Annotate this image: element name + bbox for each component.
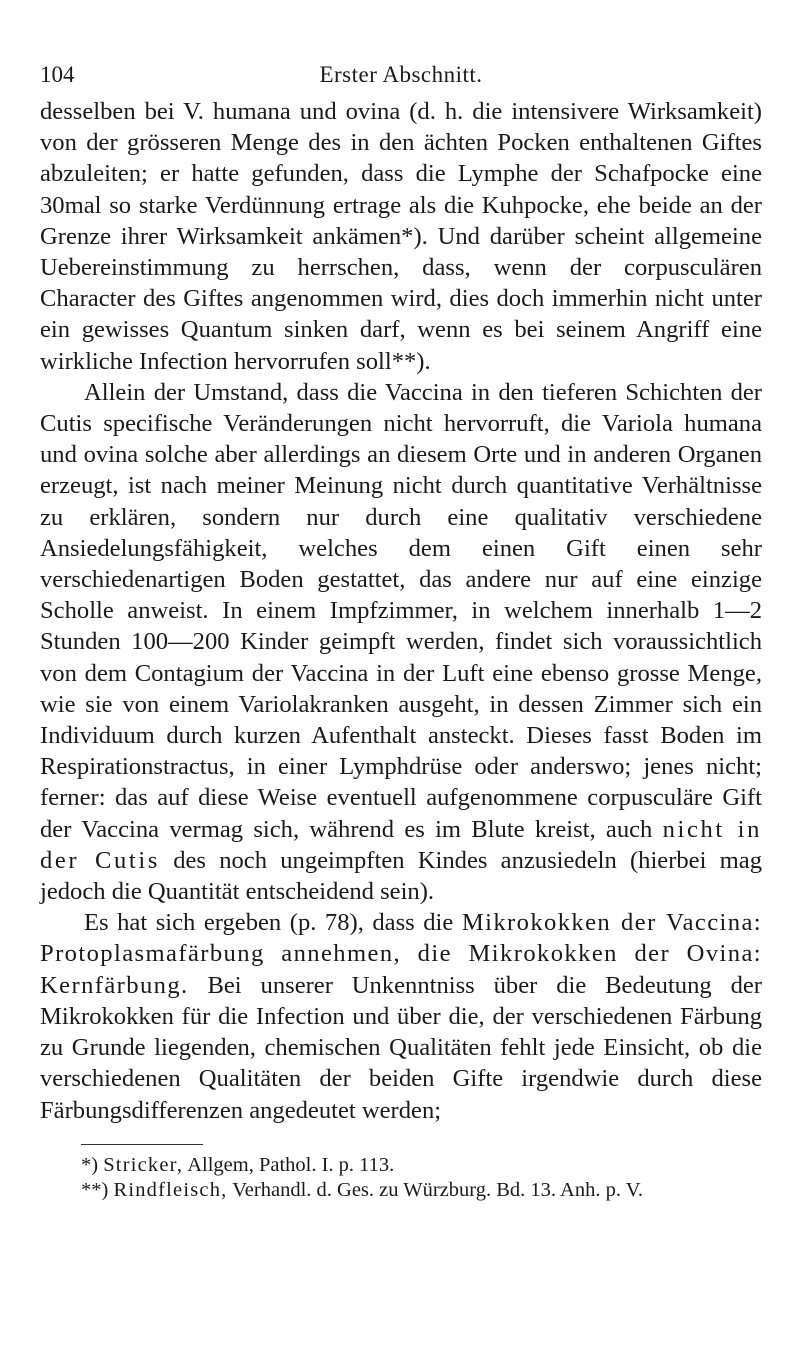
footnote-2-mark: **) [81, 1178, 109, 1201]
paragraph-3 [40, 907, 762, 1125]
paragraph-3-text-a: Es hat sich ergeben (p. 78), dass die [84, 909, 462, 937]
footnote-1-citation: Allgem, Pathol. I. p. 113. [187, 1153, 395, 1176]
paragraph-3-text-b: Bei unserer Unkenntniss über die Bedeutung der Mikrokokken für die Infection und über die, der verschiedenen Färbung zu Grunde liegenden, chemischen Qualitäten fehlt jede Einsicht, ob die verschiedenen Qualitäten der beiden Gifte irgendwie durch diese Färbungsdifferenzen angedeutet werden; [40, 971, 762, 1124]
footnote-2-author: Rindfleisch, [113, 1178, 228, 1201]
footnote-2-citation: Verhandl. d. Ges. zu Würzburg. Bd. 13. Anh. p. V. [232, 1178, 643, 1201]
footnote-divider [81, 1144, 203, 1145]
emphasis-spaced-mikrokokken: Mikrokokken der Vaccina: Protoplasmafärbung annehmen, die Mikrokokken der Ovina: Kernfärbung. [40, 909, 763, 999]
footnote-1-mark: *) [81, 1153, 99, 1176]
paragraph-2-text-a: Allein der Umstand, dass die Vaccina in den tieferen Schichten der Cutis specifische Veränderungen nicht hervorruft, die Variola humana und ovina solche aber allerdings an diesem Orte und in anderen Organen erzeugt, ist nach meiner Meinung nicht durch quantitative Verhältnisse zu erklären, sondern nur durch eine qualitativ verschiedene Ansiedelungsfähigkeit, welches dem einen Gift einen sehr verschiedenartigen Boden gestattet, das andere nur auf eine einzige Scholle anweist. In einem Impfzimmer, in welchem innerhalb 1—2 Stunden 100—200 Kinder geimpft werden, findet sich voraussichtlich von dem Contagium der Vaccina in der Luft eine ebenso grosse Menge, wie sie von einem Variolakranken ausgeht, in dessen Zimmer sich ein Individuum durch kurzen Aufenthalt ansteckt. Dieses fasst Boden im Respirationstractus, in einer Lymphdrüse oder anderswo; jenes nicht; ferner: das auf diese Weise eventuell aufgenommene corpusculäre Gift der Vaccina vermag sich, während es im Blute kreist, auch [40, 378, 762, 843]
footnotes [81, 1153, 762, 1203]
running-head [40, 56, 762, 96]
footnote-2 [81, 1178, 762, 1203]
footnote-1 [81, 1153, 762, 1178]
paragraph-2-text-b: des noch ungeimpften Kindes anzusiedeln (hierbei mag jedoch die Quantität entscheidend sein). [40, 846, 762, 906]
running-title: Erster Abschnitt. [319, 62, 483, 87]
paragraph-2 [40, 377, 762, 907]
body-text [40, 96, 762, 1126]
book-page [40, 56, 762, 1203]
paragraph-1 [40, 96, 762, 377]
footnote-1-author: Stricker, [103, 1153, 184, 1176]
paragraph-1-text: desselben bei V. humana und ovina (d. h. die intensivere Wirksamkeit) von der grösseren Menge des in den ächten Pocken enthaltenen Giftes abzuleiten; er hatte gefunden, dass die Lymphe der Schafpocke eine 30mal so starke Verdünnung ertrage als die Kuhpocke, ehe beide an der Grenze ihrer Wirksamkeit ankämen*). Und darüber scheint allgemeine Uebereinstimmung zu herrschen, dass, wenn der corpusculären Character des Giftes angenommen wird, dies doch immerhin nicht unter ein gewisses Quantum sinken darf, wenn es bei seinem Angriff eine wirkliche Infection hervorrufen soll**). [40, 98, 762, 375]
page-number: 104 [40, 62, 75, 87]
emphasis-spaced: nicht in der Cutis [40, 815, 762, 874]
